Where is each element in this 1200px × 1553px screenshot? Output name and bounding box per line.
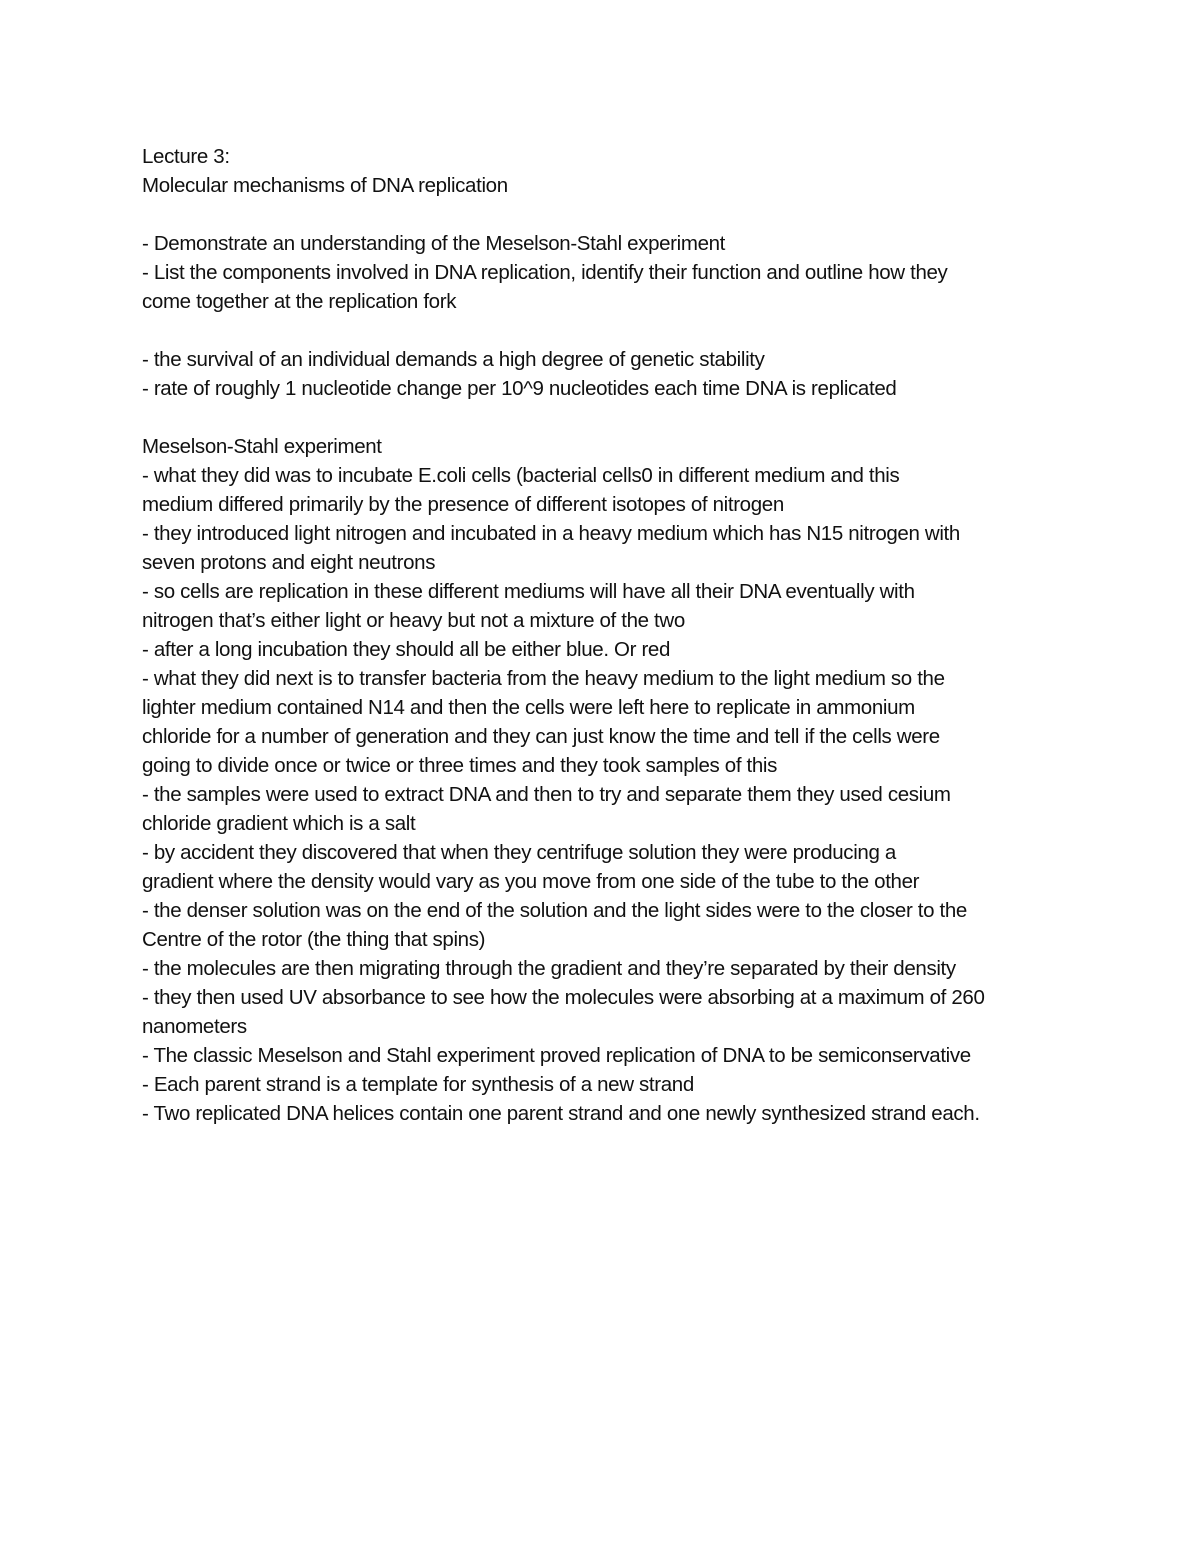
section-heading: Meselson-Stahl experiment bbox=[142, 435, 382, 458]
note-line: - the molecules are then migrating through the gradient and they’re separated by their density bbox=[142, 957, 956, 980]
note-line: - Each parent strand is a template for synthesis of a new strand bbox=[142, 1073, 694, 1096]
note-line: - they then used UV absorbance to see how the molecules were absorbing at a maximum of 260 bbox=[142, 986, 985, 1009]
note-line: - what they did was to incubate E.coli cells (bacterial cells0 in different medium and this bbox=[142, 464, 900, 487]
document-body bbox=[142, 142, 1072, 1128]
note-line: - the samples were used to extract DNA and then to try and separate them they used cesium bbox=[142, 783, 951, 806]
intro-note-line: - rate of roughly 1 nucleotide change per 10^9 nucleotides each time DNA is replicated bbox=[142, 377, 897, 400]
objective-line: come together at the replication fork bbox=[142, 290, 457, 313]
objective-line: - Demonstrate an understanding of the Meselson-Stahl experiment bbox=[142, 232, 726, 255]
note-line: chloride for a number of generation and they can just know the time and tell if the cells were bbox=[142, 725, 940, 748]
note-line: seven protons and eight neutrons bbox=[142, 551, 436, 574]
intro-note-line: - the survival of an individual demands a high degree of genetic stability bbox=[142, 348, 765, 371]
note-line: chloride gradient which is a salt bbox=[142, 812, 416, 835]
note-line: - the denser solution was on the end of the solution and the light sides were to the closer to the bbox=[142, 899, 967, 922]
note-line: medium differed primarily by the presence of different isotopes of nitrogen bbox=[142, 493, 784, 516]
note-line: Centre of the rotor (the thing that spins) bbox=[142, 928, 486, 951]
document-title: Molecular mechanisms of DNA replication bbox=[142, 174, 508, 197]
note-line: - after a long incubation they should all be either blue. Or red bbox=[142, 638, 671, 661]
blank-line bbox=[142, 316, 1072, 345]
section-notes bbox=[142, 461, 1072, 1128]
lecture-label: Lecture 3: bbox=[142, 145, 230, 168]
note-line: gradient where the density would vary as you move from one side of the tube to the other bbox=[142, 870, 920, 893]
note-line: nanometers bbox=[142, 1015, 247, 1038]
note-line: lighter medium contained N14 and then the cells were left here to replicate in ammonium bbox=[142, 696, 915, 719]
objective-line: - List the components involved in DNA replication, identify their function and outline how they bbox=[142, 261, 948, 284]
blank-line bbox=[142, 200, 1072, 229]
note-line: - by accident they discovered that when they centrifuge solution they were producing a bbox=[142, 841, 896, 864]
note-line: going to divide once or twice or three times and they took samples of this bbox=[142, 754, 778, 777]
note-line: - The classic Meselson and Stahl experiment proved replication of DNA to be semiconservative bbox=[142, 1044, 971, 1067]
note-line: - Two replicated DNA helices contain one parent strand and one newly synthesized strand each. bbox=[142, 1102, 980, 1125]
note-line: - they introduced light nitrogen and incubated in a heavy medium which has N15 nitrogen with bbox=[142, 522, 960, 545]
note-line: nitrogen that’s either light or heavy but not a mixture of the two bbox=[142, 609, 685, 632]
note-line: - so cells are replication in these different mediums will have all their DNA eventually with bbox=[142, 580, 915, 603]
note-line: - what they did next is to transfer bacteria from the heavy medium to the light medium so the bbox=[142, 667, 945, 690]
blank-line bbox=[142, 403, 1072, 432]
